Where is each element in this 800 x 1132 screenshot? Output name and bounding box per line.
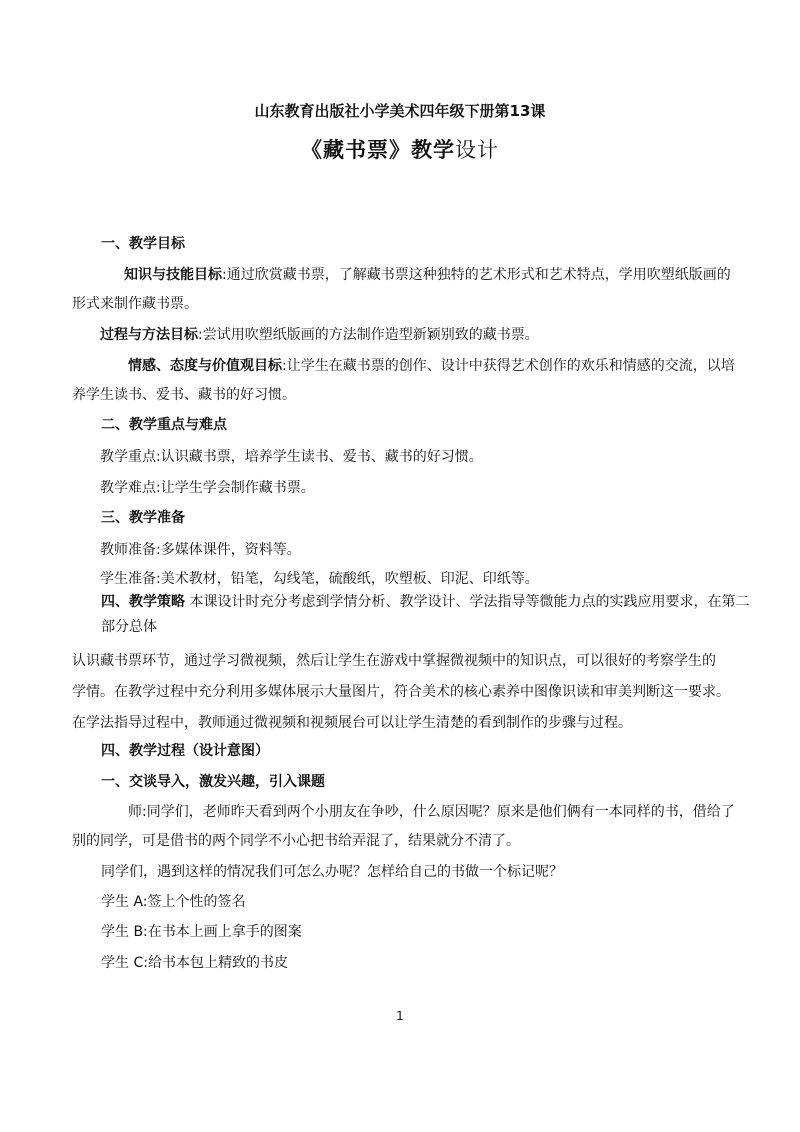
section-heading-objectives: 一、教学目标 [101,236,185,252]
dialogue-teacher-cont: 别的同学，可是借书的两个同学不小心把书给弄混了，结果就分不清了。 [72,833,520,849]
goal-emotion [128,356,735,376]
document-title [0,136,800,164]
section-heading-key-points: 二、教学重点与难点 [101,417,227,433]
strategy-line-2: 部分总体 [101,619,157,635]
goal-process [100,325,539,345]
strategy-line-4: 学情。在教学过程中充分利用多媒体展示大量图片，符合美术的核心素养中图像识读和审美判断这一要求。 [72,684,730,700]
strategy-line-3: 认识藏书票环节，通过学习微视频，然后让学生在游戏中掌握微视频中的知识点，可以很好的考察学生的 [72,653,716,669]
dialogue-question: 同学们，遇到这样的情况我们可怎么办呢？怎样给自己的书做一个标记呢？ [101,864,563,880]
dialogue-teacher: 师:同学们，老师昨天看到两个小朋友在争吵，什么原因呢？原来是他们俩有一本同样的书，借给了 [128,804,735,820]
strategy-line-5: 在学法指导过程中，教师通过微视频和视频展台可以让学生清楚的看到制作的步骤与过程。 [72,715,632,731]
strategy-line-1: 四、教学策略 本课设计时充分考虑到学情分析、教学设计、学法指导等微能力点的实践应用要求，在第二 [101,594,750,610]
goal-knowledge [124,265,731,285]
subheading-intro: 一、交谈导入，激发兴趣，引入课题 [101,774,325,790]
teacher-preparation: 教师准备:多媒体课件，资料等。 [100,542,301,558]
section-heading-preparation: 三、教学准备 [101,510,185,526]
document-subtitle: 山东教育出版社小学美术四年级下册第13课 [254,102,546,120]
goal-knowledge-text: :通过欣赏藏书票，了解藏书票这种独特的艺术形式和艺术特点，学用吹塑纸版画的 [222,267,731,283]
section-heading-strategy: 四、教学策略 [101,594,185,610]
student-preparation: 学生准备:美术教材，铅笔，勾线笔，硫酸纸，吹塑板、印泥、印纸等。 [100,571,539,587]
student-b-answer: 学生 B:在书本上画上拿手的图案 [101,924,302,940]
page-number: 1 [396,1009,404,1023]
goal-process-text: :尝试用吹塑纸版画的方法制作造型新颖别致的藏书票。 [198,327,539,343]
goal-emotion-text: :让学生在藏书票的创作、设计中获得艺术创作的欢乐和情感的交流，以培 [282,358,735,374]
difficulty: 教学难点:让学生学会制作藏书票。 [100,480,315,496]
goal-emotion-label: 情感、态度与价值观目标 [128,358,282,374]
goal-knowledge-cont: 形式来制作藏书票。 [72,296,198,312]
student-c-answer: 学生 C:给书本包上精致的书皮 [101,955,288,971]
title-bold: 《藏书票》教学 [301,138,455,162]
goal-knowledge-label: 知识与技能目标 [124,267,222,283]
goal-process-label: 过程与方法目标 [100,327,198,343]
goal-emotion-cont: 养学生读书、爱书、藏书的好习惯。 [72,387,296,403]
title-light: 设计 [455,138,499,162]
student-a-answer: 学生 A:签上个性的签名 [101,894,246,910]
key-point: 教学重点:认识藏书票，培养学生读书、爱书、藏书的好习惯。 [100,449,483,465]
section-heading-process: 四、教学过程（设计意图） [101,743,269,759]
